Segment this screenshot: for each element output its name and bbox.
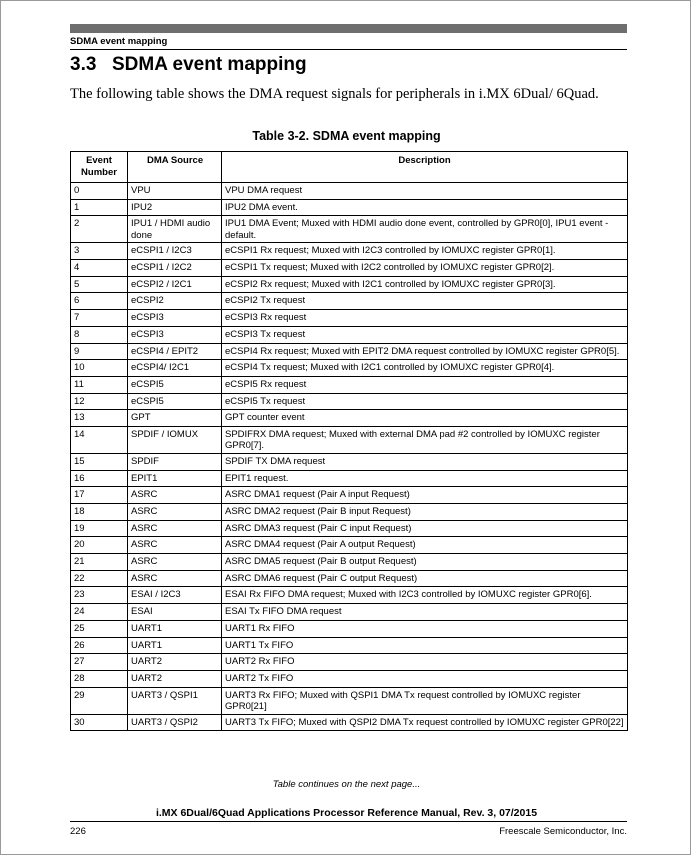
table-row [71, 520, 628, 537]
header-rule [70, 49, 627, 50]
dma-source-cell: EPIT1 [128, 470, 222, 487]
event-number-cell: 11 [71, 376, 128, 393]
description-cell: EPIT1 request. [222, 470, 628, 487]
event-number-cell: 16 [71, 470, 128, 487]
table-row [71, 604, 628, 621]
publisher: Freescale Semiconductor, Inc. [499, 826, 627, 837]
dma-source-cell: eCSPI5 [128, 376, 222, 393]
column-header-dma-source: DMA Source [128, 152, 222, 183]
description-cell: UART1 Tx FIFO [222, 637, 628, 654]
description-cell: IPU2 DMA event. [222, 199, 628, 216]
description-cell: UART2 Rx FIFO [222, 654, 628, 671]
footer-rule [70, 821, 627, 822]
dma-source-cell: eCSPI4/ I2C1 [128, 360, 222, 377]
table-row [71, 326, 628, 343]
event-number-cell: 22 [71, 570, 128, 587]
table-row [71, 426, 628, 453]
column-header-event-number: Event Number [71, 152, 128, 183]
running-header: SDMA event mapping [70, 36, 168, 47]
event-number-cell: 1 [71, 199, 128, 216]
table-header-row [71, 152, 628, 183]
event-number-cell: 20 [71, 537, 128, 554]
header-bar [70, 24, 627, 33]
description-cell: eCSPI2 Rx request; Muxed with I2C1 controlled by IOMUXC register GPR0[3]. [222, 276, 628, 293]
description-cell: ASRC DMA2 request (Pair B input Request) [222, 504, 628, 521]
description-cell: ASRC DMA4 request (Pair A output Request) [222, 537, 628, 554]
dma-source-cell: eCSPI2 [128, 293, 222, 310]
table-body [71, 183, 628, 731]
description-cell: eCSPI2 Tx request [222, 293, 628, 310]
dma-source-cell: UART2 [128, 670, 222, 687]
table-row [71, 260, 628, 277]
description-cell: ESAI Tx FIFO DMA request [222, 604, 628, 621]
table-row [71, 376, 628, 393]
column-header-description: Description [222, 152, 628, 183]
dma-source-cell: GPT [128, 410, 222, 427]
dma-source-cell: UART1 [128, 637, 222, 654]
description-cell: UART3 Rx FIFO; Muxed with QSPI1 DMA Tx request controlled by IOMUXC register GPR0[21] [222, 687, 628, 714]
section-heading [70, 54, 307, 76]
description-cell: eCSPI5 Rx request [222, 376, 628, 393]
event-number-cell: 12 [71, 393, 128, 410]
dma-source-cell: ASRC [128, 554, 222, 571]
table-row [71, 714, 628, 731]
event-number-cell: 10 [71, 360, 128, 377]
dma-source-cell: ASRC [128, 487, 222, 504]
dma-source-cell: SPDIF / IOMUX [128, 426, 222, 453]
table-caption: Table 3-2. SDMA event mapping [252, 129, 441, 143]
section-title: SDMA event mapping [112, 54, 307, 75]
description-cell: eCSPI4 Rx request; Muxed with EPIT2 DMA request controlled by IOMUXC register GPR0[5]. [222, 343, 628, 360]
dma-source-cell: ASRC [128, 520, 222, 537]
table-row [71, 453, 628, 470]
description-cell: SPDIF TX DMA request [222, 453, 628, 470]
dma-source-cell: VPU [128, 183, 222, 200]
dma-source-cell: UART3 / QSPI1 [128, 687, 222, 714]
dma-source-cell: UART1 [128, 620, 222, 637]
event-number-cell: 25 [71, 620, 128, 637]
event-number-cell: 5 [71, 276, 128, 293]
event-number-cell: 2 [71, 216, 128, 243]
dma-source-cell: SPDIF [128, 453, 222, 470]
table-row [71, 620, 628, 637]
event-number-cell: 26 [71, 637, 128, 654]
dma-source-cell: eCSPI3 [128, 326, 222, 343]
event-number-cell: 6 [71, 293, 128, 310]
dma-source-cell: eCSPI3 [128, 310, 222, 327]
event-number-cell: 15 [71, 453, 128, 470]
table-row [71, 587, 628, 604]
table-row [71, 537, 628, 554]
event-number-cell: 18 [71, 504, 128, 521]
dma-source-cell: eCSPI1 / I2C3 [128, 243, 222, 260]
description-cell: UART3 Tx FIFO; Muxed with QSPI2 DMA Tx request controlled by IOMUXC register GPR0[22] [222, 714, 628, 731]
dma-source-cell: eCSPI1 / I2C2 [128, 260, 222, 277]
dma-source-cell: ASRC [128, 504, 222, 521]
table-row [71, 276, 628, 293]
description-cell: eCSPI3 Tx request [222, 326, 628, 343]
event-number-cell: 28 [71, 670, 128, 687]
table-row [71, 470, 628, 487]
description-cell: eCSPI1 Rx request; Muxed with I2C3 controlled by IOMUXC register GPR0[1]. [222, 243, 628, 260]
dma-source-cell: eCSPI2 / I2C1 [128, 276, 222, 293]
description-cell: eCSPI1 Tx request; Muxed with I2C2 controlled by IOMUXC register GPR0[2]. [222, 260, 628, 277]
dma-source-cell: ESAI [128, 604, 222, 621]
table-row [71, 243, 628, 260]
dma-source-cell: eCSPI4 / EPIT2 [128, 343, 222, 360]
description-cell: UART2 Tx FIFO [222, 670, 628, 687]
event-number-cell: 8 [71, 326, 128, 343]
event-number-cell: 30 [71, 714, 128, 731]
event-number-cell: 3 [71, 243, 128, 260]
table-row [71, 293, 628, 310]
event-number-cell: 9 [71, 343, 128, 360]
dma-source-cell: UART3 / QSPI2 [128, 714, 222, 731]
sdma-event-table [70, 151, 628, 731]
dma-source-cell: UART2 [128, 654, 222, 671]
event-number-cell: 14 [71, 426, 128, 453]
table-row [71, 310, 628, 327]
description-cell: ASRC DMA5 request (Pair B output Request) [222, 554, 628, 571]
event-number-cell: 17 [71, 487, 128, 504]
table-row [71, 637, 628, 654]
description-cell: ASRC DMA1 request (Pair A input Request) [222, 487, 628, 504]
event-number-cell: 29 [71, 687, 128, 714]
table-row [71, 216, 628, 243]
event-number-cell: 23 [71, 587, 128, 604]
table-continues-note: Table continues on the next page... [272, 779, 421, 790]
event-number-cell: 7 [71, 310, 128, 327]
event-number-cell: 27 [71, 654, 128, 671]
description-cell: eCSPI3 Rx request [222, 310, 628, 327]
dma-source-cell: ASRC [128, 537, 222, 554]
table-row [71, 183, 628, 200]
dma-source-cell: ESAI / I2C3 [128, 587, 222, 604]
section-number: 3.3 [70, 54, 97, 75]
table-row [71, 570, 628, 587]
dma-source-cell: IPU2 [128, 199, 222, 216]
table-row [71, 410, 628, 427]
table-row [71, 343, 628, 360]
table-row [71, 554, 628, 571]
page-number: 226 [70, 826, 86, 837]
footer-manual-title: i.MX 6Dual/6Quad Applications Processor Reference Manual, Rev. 3, 07/2015 [155, 807, 538, 819]
event-number-cell: 21 [71, 554, 128, 571]
table-row [71, 360, 628, 377]
description-cell: ASRC DMA3 request (Pair C input Request) [222, 520, 628, 537]
description-cell: eCSPI5 Tx request [222, 393, 628, 410]
dma-source-cell: eCSPI5 [128, 393, 222, 410]
table-row [71, 670, 628, 687]
description-cell: ESAI Rx FIFO DMA request; Muxed with I2C3 controlled by IOMUXC register GPR0[6]. [222, 587, 628, 604]
description-cell: VPU DMA request [222, 183, 628, 200]
table-row [71, 504, 628, 521]
description-cell: SPDIFRX DMA request; Muxed with external DMA pad #2 controlled by IOMUXC register GPR0[7]. [222, 426, 628, 453]
intro-paragraph: The following table shows the DMA request signals for peripherals in i.MX 6Dual/ 6Quad. [70, 86, 599, 102]
event-number-cell: 4 [71, 260, 128, 277]
description-cell: eCSPI4 Tx request; Muxed with I2C1 controlled by IOMUXC register GPR0[4]. [222, 360, 628, 377]
event-number-cell: 0 [71, 183, 128, 200]
event-number-cell: 13 [71, 410, 128, 427]
table-row [71, 487, 628, 504]
table-row [71, 654, 628, 671]
table-row [71, 393, 628, 410]
table-row [71, 199, 628, 216]
description-cell: GPT counter event [222, 410, 628, 427]
table-row [71, 687, 628, 714]
dma-source-cell: IPU1 / HDMI audio done [128, 216, 222, 243]
description-cell: IPU1 DMA Event; Muxed with HDMI audio done event, controlled by GPR0[0], IPU1 event - default. [222, 216, 628, 243]
event-number-cell: 19 [71, 520, 128, 537]
description-cell: UART1 Rx FIFO [222, 620, 628, 637]
dma-source-cell: ASRC [128, 570, 222, 587]
description-cell: ASRC DMA6 request (Pair C output Request) [222, 570, 628, 587]
event-number-cell: 24 [71, 604, 128, 621]
